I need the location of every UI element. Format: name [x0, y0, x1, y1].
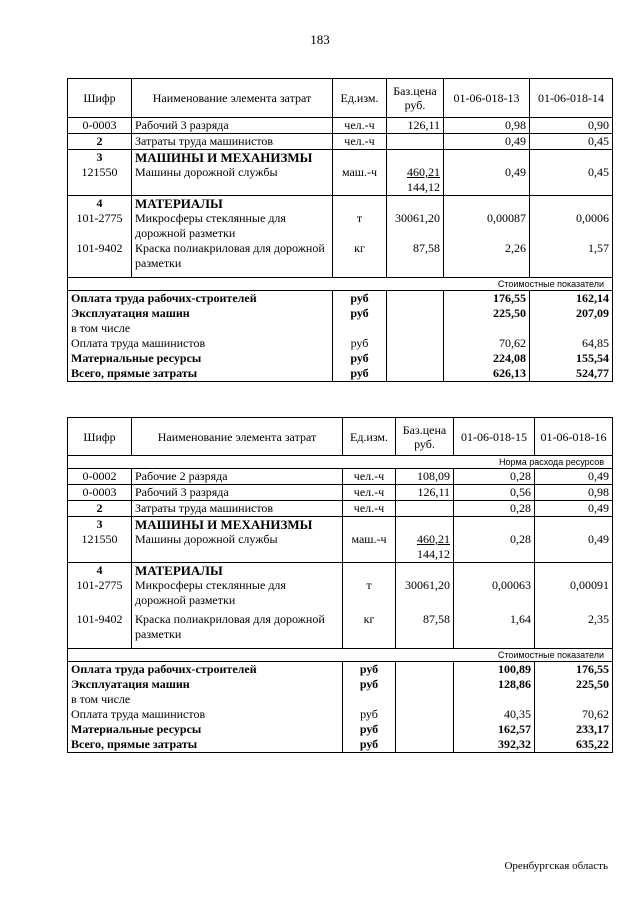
row-value-2: 2,35: [535, 612, 613, 648]
summary-value-2: 207,09: [530, 306, 613, 321]
row-value-2: 0,00091: [535, 578, 613, 612]
row-unit: чел.-ч: [343, 501, 396, 517]
row-value-1: 1,64: [454, 612, 535, 648]
row-code: 0-0003: [68, 485, 132, 501]
row-value-2: 0,49: [535, 469, 613, 485]
summary-value-2: 162,14: [530, 290, 613, 306]
summary-row: [68, 677, 613, 692]
summary-value-1: 70,62: [444, 336, 530, 351]
row-value-1: 0,49: [444, 134, 530, 150]
summary-value-1: 100,89: [454, 661, 535, 677]
header-unit: Ед.изм.: [343, 418, 396, 456]
row-unit: маш.-ч: [333, 165, 387, 196]
row-value-1: 0,49: [444, 165, 530, 196]
row-price: [387, 165, 444, 196]
row-unit: кг: [343, 612, 396, 648]
summary-row: [68, 707, 613, 722]
table-row: [68, 485, 613, 501]
row-name: Микросферы стеклянные для дорожной разметки: [132, 211, 333, 241]
section-title: МАТЕРИАЛЫ: [132, 563, 343, 579]
table-row: [68, 532, 613, 563]
row-value-1: 0,28: [454, 501, 535, 517]
summary-row: [68, 306, 613, 321]
row-value-2: 0,90: [530, 118, 613, 134]
row-value-1: 0,28: [454, 532, 535, 563]
table-row: [68, 501, 613, 517]
row-value-2: 0,98: [535, 485, 613, 501]
section-title: МАТЕРИАЛЫ: [132, 196, 333, 212]
norm-label: Норма расхода ресурсов: [68, 456, 613, 469]
summary-row: [68, 290, 613, 306]
table-row: [68, 469, 613, 485]
row-unit: кг: [333, 241, 387, 277]
summary-name: Эксплуатация машин: [68, 306, 333, 321]
summary-value-1: 225,50: [444, 306, 530, 321]
row-unit: чел.-ч: [343, 469, 396, 485]
row-name: Затраты труда машинистов: [132, 501, 343, 517]
summary-name: Оплата труда машинистов: [68, 336, 333, 351]
row-unit: чел.-ч: [333, 118, 387, 134]
table-row: [68, 118, 613, 134]
summary-value-1: 176,55: [444, 290, 530, 306]
header-code: Шифр: [68, 79, 132, 118]
summary-row: [68, 351, 613, 366]
row-price: 108,09: [396, 469, 454, 485]
summary-value-1: 162,57: [454, 722, 535, 737]
summary-row: [68, 321, 613, 336]
summary-name: Всего, прямые затраты: [68, 737, 343, 753]
summary-row: [68, 661, 613, 677]
row-unit: т: [333, 211, 387, 241]
summary-name: в том числе: [68, 692, 343, 707]
label-row: [68, 648, 613, 661]
summary-row: [68, 692, 613, 707]
row-value-1: 0,28: [454, 469, 535, 485]
section-title: МАШИНЫ И МЕХАНИЗМЫ: [132, 150, 333, 166]
summary-value-2: 70,62: [535, 707, 613, 722]
summary-name: Всего, прямые затраты: [68, 366, 333, 382]
row-price: 126,11: [396, 485, 454, 501]
page-number: 183: [310, 32, 330, 47]
row-name: Краска полиакриловая для дорожной разметки: [132, 241, 333, 277]
section-code: 4: [68, 196, 132, 212]
table-row: [68, 241, 613, 277]
row-code: 121550: [68, 532, 132, 563]
row-name: Микросферы стеклянные для дорожной разметки: [132, 578, 343, 612]
row-price: [396, 532, 454, 563]
summary-value-2: 225,50: [535, 677, 613, 692]
section-code: 3: [68, 517, 132, 533]
header-col2: 01-06-018-16: [535, 418, 613, 456]
summary-row: [68, 366, 613, 382]
row-value-2: 0,45: [530, 165, 613, 196]
label-row: [68, 277, 613, 290]
section-title: МАШИНЫ И МЕХАНИЗМЫ: [132, 517, 343, 533]
section-code: 4: [68, 563, 132, 579]
summary-value-2: 524,77: [530, 366, 613, 382]
cost-table-2: [67, 417, 613, 753]
row-price: 87,58: [396, 612, 454, 648]
summary-unit: руб: [333, 351, 387, 366]
summary-name: Материальные ресурсы: [68, 351, 333, 366]
row-code: 101-2775: [68, 578, 132, 612]
row-value-2: 0,49: [535, 532, 613, 563]
row-code: 101-9402: [68, 612, 132, 648]
summary-unit: руб: [333, 366, 387, 382]
cost-indicators-label: Стоимостные показатели: [68, 648, 613, 661]
header-name: Наименование элемента затрат: [132, 79, 333, 118]
summary-value-2: 233,17: [535, 722, 613, 737]
header-price: Баз.цена руб.: [387, 79, 444, 118]
summary-value-1: 40,35: [454, 707, 535, 722]
summary-row: [68, 336, 613, 351]
section-row: [68, 150, 613, 166]
row-unit: чел.-ч: [343, 485, 396, 501]
table-header-row: [68, 418, 613, 456]
label-row: [68, 456, 613, 469]
header-name: Наименование элемента затрат: [132, 418, 343, 456]
cost-table-1: [67, 78, 613, 382]
section-row: [68, 563, 613, 579]
summary-unit: руб: [343, 707, 396, 722]
row-price-a: 460,21: [417, 532, 450, 546]
row-value-2: 0,45: [530, 134, 613, 150]
table-row: [68, 612, 613, 648]
row-value-1: 0,56: [454, 485, 535, 501]
row-code: 2: [68, 501, 132, 517]
table-row: [68, 211, 613, 241]
summary-value-2: 176,55: [535, 661, 613, 677]
row-code: 2: [68, 134, 132, 150]
row-value-2: 0,0006: [530, 211, 613, 241]
summary-row: [68, 737, 613, 753]
row-price: 30061,20: [396, 578, 454, 612]
summary-name: Материальные ресурсы: [68, 722, 343, 737]
row-unit: чел.-ч: [333, 134, 387, 150]
summary-value-2: 635,22: [535, 737, 613, 753]
summary-unit: руб: [343, 661, 396, 677]
row-value-1: 0,00087: [444, 211, 530, 241]
row-price: [387, 134, 444, 150]
row-value-2: 0,49: [535, 501, 613, 517]
row-unit: т: [343, 578, 396, 612]
row-value-1: 2,26: [444, 241, 530, 277]
header-col1: 01-06-018-15: [454, 418, 535, 456]
summary-unit: руб: [333, 290, 387, 306]
row-code: 0-0002: [68, 469, 132, 485]
header-price: Баз.цена руб.: [396, 418, 454, 456]
row-price-b: 144,12: [417, 547, 450, 561]
row-name: Затраты труда машинистов: [132, 134, 333, 150]
summary-value-1: 224,08: [444, 351, 530, 366]
section-code: 3: [68, 150, 132, 166]
table-row: [68, 165, 613, 196]
row-value-1: 0,98: [444, 118, 530, 134]
row-name: Машины дорожной службы: [132, 532, 343, 563]
summary-value-2: 64,85: [530, 336, 613, 351]
summary-name: Эксплуатация машин: [68, 677, 343, 692]
row-code: 0-0003: [68, 118, 132, 134]
section-row: [68, 196, 613, 212]
header-col2: 01-06-018-14: [530, 79, 613, 118]
row-name: Рабочий 3 разряда: [132, 485, 343, 501]
summary-unit: руб: [343, 737, 396, 753]
summary-name: в том числе: [68, 321, 333, 336]
row-price: 126,11: [387, 118, 444, 134]
summary-value-1: 128,86: [454, 677, 535, 692]
header-code: Шифр: [68, 418, 132, 456]
summary-row: [68, 722, 613, 737]
header-unit: Ед.изм.: [333, 79, 387, 118]
summary-value-1: 626,13: [444, 366, 530, 382]
row-name: Машины дорожной службы: [132, 165, 333, 196]
summary-unit: руб: [333, 306, 387, 321]
row-code: 121550: [68, 165, 132, 196]
row-code: 101-2775: [68, 211, 132, 241]
summary-name: Оплата труда рабочих-строителей: [68, 290, 333, 306]
summary-name: Оплата труда рабочих-строителей: [68, 661, 343, 677]
row-price: 87,58: [387, 241, 444, 277]
row-name: Рабочий 3 разряда: [132, 118, 333, 134]
table-row: [68, 134, 613, 150]
cost-indicators-label: Стоимостные показатели: [68, 277, 613, 290]
row-price-a: 460,21: [407, 165, 440, 179]
summary-name: Оплата труда машинистов: [68, 707, 343, 722]
row-price: [396, 501, 454, 517]
section-row: [68, 517, 613, 533]
summary-value-1: 392,32: [454, 737, 535, 753]
row-price: 30061,20: [387, 211, 444, 241]
summary-unit: руб: [333, 336, 387, 351]
row-code: 101-9402: [68, 241, 132, 277]
region-footer: Оренбургская область: [504, 860, 608, 872]
summary-unit: руб: [343, 677, 396, 692]
summary-value-2: 155,54: [530, 351, 613, 366]
summary-unit: руб: [343, 722, 396, 737]
row-price-b: 144,12: [407, 180, 440, 194]
row-value-1: 0,00063: [454, 578, 535, 612]
header-col1: 01-06-018-13: [444, 79, 530, 118]
table-row: [68, 578, 613, 612]
row-name: Краска полиакриловая для дорожной разметки: [132, 612, 343, 648]
row-value-2: 1,57: [530, 241, 613, 277]
row-name: Рабочие 2 разряда: [132, 469, 343, 485]
table-header-row: [68, 79, 613, 118]
row-unit: маш.-ч: [343, 532, 396, 563]
